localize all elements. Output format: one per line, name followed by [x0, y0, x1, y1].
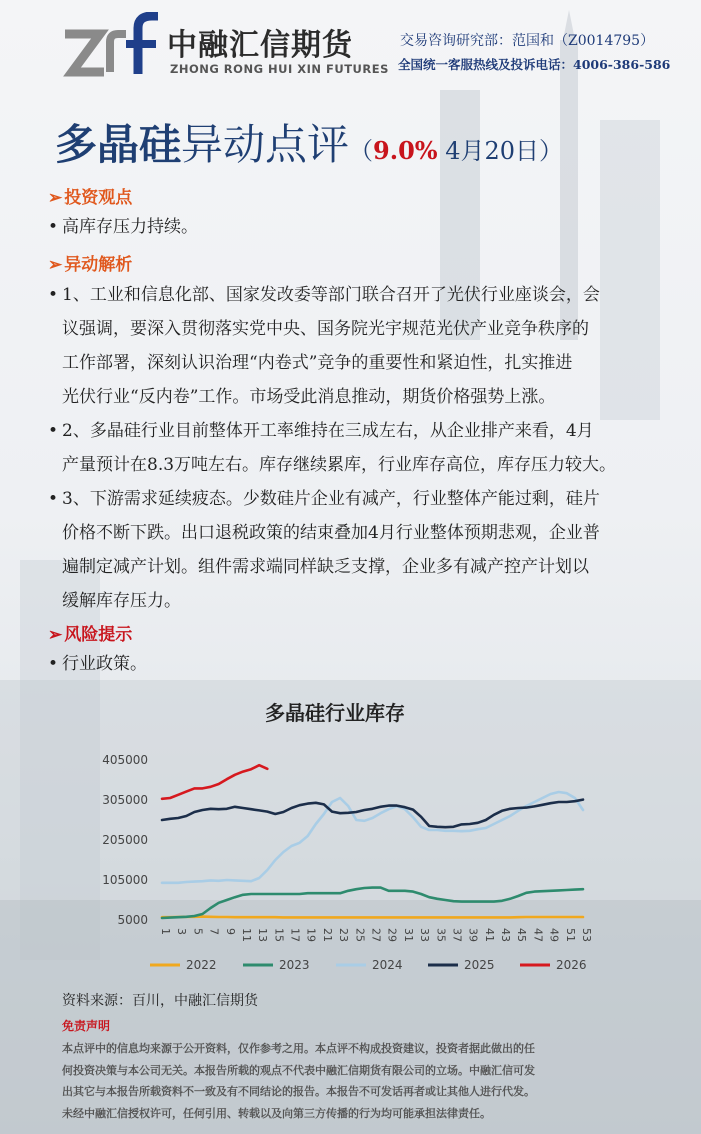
x-tick-label: 47 [531, 928, 545, 942]
x-tick-label: 21 [320, 928, 334, 942]
analysis-item-2-line: 2、多晶硅行业目前整体开工率维持在三成左右，从企业排产来看，4月 [62, 421, 594, 441]
analysis-item-3 [62, 482, 682, 618]
section-risk-heading [48, 620, 132, 645]
x-tick-label: 37 [450, 928, 464, 942]
data-source: 资料来源：百川，中融汇信期货 [62, 993, 258, 1009]
x-tick-label: 27 [369, 928, 383, 942]
x-tick-label: 7 [207, 928, 221, 935]
title-date [438, 137, 539, 165]
disclaimer-line: 出其它与本报告所载资料不一致及有不同结论的报告。本报告不可发话再者或让其他人进行代发。 [62, 1085, 535, 1098]
disclaimer-line: 何投资决策与本公司无关。本报告所载的观点不代表中融汇信期货有限公司的立场。中融汇信可发 [62, 1063, 535, 1077]
analysis-item-2 [62, 414, 682, 482]
section-view-label: 投资观点 [64, 188, 133, 208]
x-tick-label: 5 [191, 928, 205, 935]
legend-label: 2025 [464, 958, 495, 972]
bullet-icon: • [48, 421, 59, 441]
analysis-item-1-line: 光伏行业“反内卷”工作。市场受此消息推动，期货价格强势上涨。 [62, 387, 556, 407]
x-tick-label: 23 [337, 928, 351, 942]
x-tick-label: 39 [466, 928, 480, 942]
chart-title: 多晶硅行业库存 [265, 701, 405, 725]
brand-name-cn: 中融汇信期货 [167, 28, 353, 63]
x-tick-label: 9 [223, 928, 237, 935]
page-title [55, 112, 563, 172]
x-tick-label: 45 [515, 928, 529, 942]
disclaimer-title: 免责声明 [62, 1019, 111, 1033]
x-tick-label: 31 [401, 928, 415, 942]
list-item [48, 278, 678, 414]
disclaimer-text [62, 1038, 652, 1124]
title-date-text: 4月20日 [445, 137, 540, 165]
x-tick-label: 3 [175, 928, 189, 935]
analysis-item-3-line: 缓解库存压力。 [62, 591, 181, 611]
list-item [48, 482, 678, 618]
view-item-text: 高库存压力持续。 [62, 217, 198, 237]
title-paren-open: （ [349, 137, 374, 165]
y-tick-label: 205000 [102, 833, 148, 847]
x-tick-label: 53 [580, 928, 593, 942]
legend-label: 2026 [556, 958, 587, 972]
title-change: 9.0% [373, 136, 438, 165]
x-tick-label: 25 [353, 928, 367, 942]
bullet-icon: • [48, 654, 59, 674]
y-tick-label: 405000 [102, 753, 148, 767]
brand-name-en: ZHONG RONG HUI XIN FUTURES [170, 62, 389, 76]
x-tick-label: 11 [239, 928, 253, 942]
y-tick-label: 5000 [117, 913, 148, 927]
x-tick-label: 35 [434, 928, 448, 942]
inventory-line-chart [88, 685, 608, 985]
series-line-2024 [162, 792, 583, 883]
analysis-item-3-line: 遍制定减产计划。组件需求端同样缺乏支撑，企业多有减产控产计划以 [62, 557, 589, 577]
analysis-item-1-line: 工作部署，深刻认识治理“内卷式”竞争的重要性和紧迫性，扎实推进 [62, 353, 573, 373]
y-tick-label: 305000 [102, 793, 148, 807]
x-tick-label: 29 [385, 928, 399, 942]
analysis-item-3-line: 3、下游需求延续疲态。少数硅片企业有减产，行业整体产能过剩，硅片 [62, 489, 600, 509]
hotline-contact: 全国统一客服热线及投诉电话：4006-386-586 [398, 57, 671, 72]
section-analysis-heading [48, 250, 132, 275]
x-tick-label: 49 [547, 928, 561, 942]
x-tick-label: 33 [418, 928, 432, 942]
series-line-2023 [162, 888, 583, 918]
x-tick-label: 15 [272, 928, 286, 942]
y-tick-label: 105000 [102, 873, 148, 887]
title-sub: 异动点评 [181, 120, 350, 169]
bullet-icon: • [48, 217, 59, 237]
bullet-icon: • [48, 489, 59, 509]
analysis-item-1 [62, 278, 682, 414]
analysis-item-3-line: 价格不断下跌。出口退税政策的结束叠加4月行业整体预期悲观，企业普 [62, 523, 600, 543]
x-tick-label: 41 [482, 928, 496, 942]
disclaimer-line: 未经中融汇信授权许可，任何引用、转载以及向第三方传播的行为均可能承担法律责任。 [62, 1106, 491, 1120]
x-tick-label: 51 [563, 928, 577, 942]
risk-item-text: 行业政策。 [62, 654, 147, 674]
legend-label: 2024 [372, 958, 403, 972]
arrow-icon: ➢ [48, 188, 63, 208]
arrow-icon: ➢ [48, 255, 63, 275]
x-tick-label: 13 [256, 928, 270, 942]
section-risk-label: 风险提示 [64, 625, 133, 645]
bullet-icon: • [48, 285, 59, 305]
company-logo-icon [60, 12, 160, 78]
legend-label: 2023 [279, 958, 310, 972]
analysis-item-1-line: 议强调，要深入贯彻落实党中央、国务院光宇规范光伏产业竞争秩序的 [62, 319, 589, 339]
title-main: 多晶硅 [55, 120, 182, 169]
section-analysis-label: 异动解析 [64, 255, 133, 275]
arrow-icon: ➢ [48, 625, 63, 645]
x-tick-label: 1 [159, 928, 172, 935]
analysis-item-1-line: 1、工业和信息化部、国家发改委等部门联合召开了光伏行业座谈会，会 [62, 285, 600, 305]
title-paren-close: ） [539, 137, 564, 165]
series-line-2022 [162, 917, 583, 918]
legend-label: 2022 [186, 958, 217, 972]
section-view-heading [48, 183, 132, 208]
x-tick-label: 19 [304, 928, 318, 942]
list-item [48, 210, 678, 244]
analyst-contact: 交易咨询研究部：范国和（Z0014795） [400, 33, 655, 49]
disclaimer-line: 本点评中的信息均来源于公开资料，仅作参考之用。本点评不构成投资建议，投资者据此做出的任 [62, 1042, 535, 1055]
x-tick-label: 17 [288, 928, 302, 942]
list-item [48, 647, 678, 681]
analysis-item-2-line: 产量预计在8.3万吨左右。库存继续累库，行业库存高位，库存压力较大。 [62, 455, 617, 475]
list-item [48, 414, 678, 482]
series-line-2026 [162, 765, 267, 799]
series-line-2025 [162, 800, 583, 828]
x-tick-label: 43 [499, 928, 513, 942]
